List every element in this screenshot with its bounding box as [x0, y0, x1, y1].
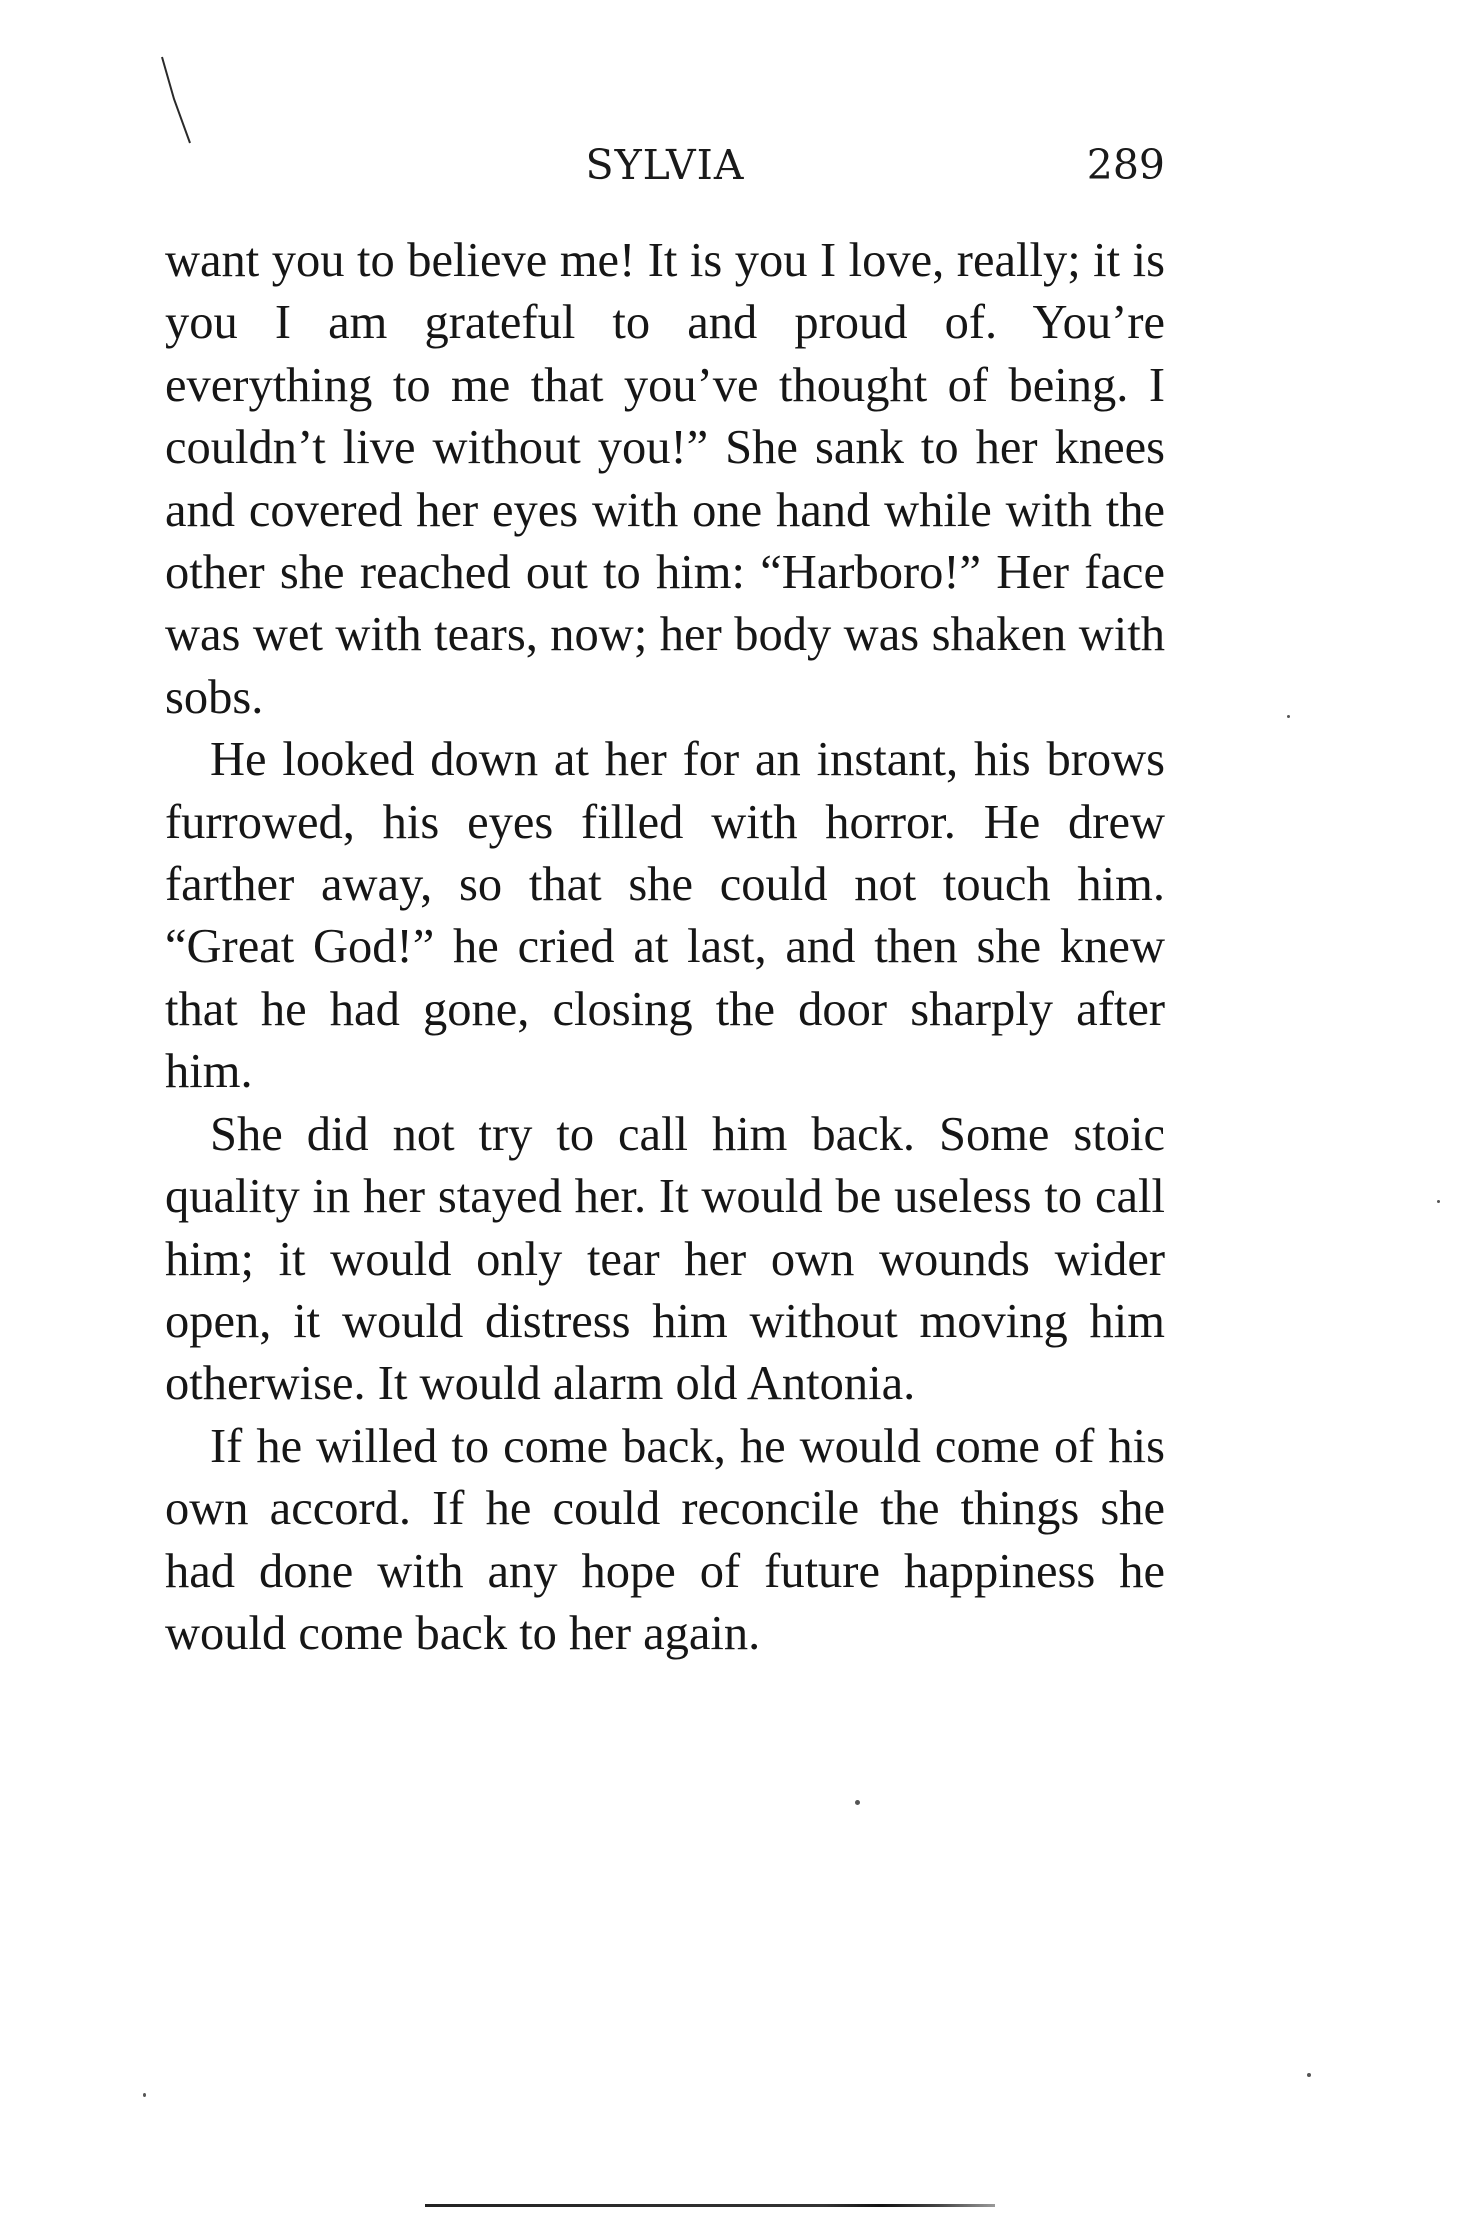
print-speck: [855, 1800, 860, 1805]
print-speck: [1437, 1200, 1440, 1203]
running-head: [165, 140, 1165, 190]
body-text: [165, 230, 1165, 1665]
paragraph: If he willed to come back, he would come of his own accord. If he could reconcile the things she had done with any hope of future happiness he would come back to her again.: [165, 1419, 1165, 1660]
print-speck: [143, 2093, 146, 2097]
bottom-rule: [425, 2204, 995, 2207]
running-title: SYLVIA: [585, 141, 745, 189]
paragraph: She did not try to call him back. Some stoic quality in her stayed her. It would be useless to call him; it would only tear her own wounds wider open, it would distress him without moving him otherwise. It would alarm old Antonia.: [165, 1107, 1165, 1411]
print-speck: [1307, 2073, 1311, 2077]
page-number: 289: [1086, 141, 1165, 189]
paragraph: He looked down at her for an instant, his brows furrowed, his eyes filled with horror. He drew farther away, so that she could not touch him. “Great God!” he cried at last, and then she knew that he had gone, closing the door sharply after him.: [165, 733, 1165, 1099]
pencil-stroke-mark: [160, 55, 200, 145]
print-speck: [1287, 715, 1290, 718]
paragraph: want you to believe me! It is you I love, really; it is you I am grateful to and proud of. You’re everything to me that you’ve thought of being. I couldn’t live without you!” She sank to her knees and covered her eyes with one hand while with the other she reached out to him: “Harboro!” Her face was wet with tears, now; her body was shaken with sobs.: [165, 234, 1165, 724]
